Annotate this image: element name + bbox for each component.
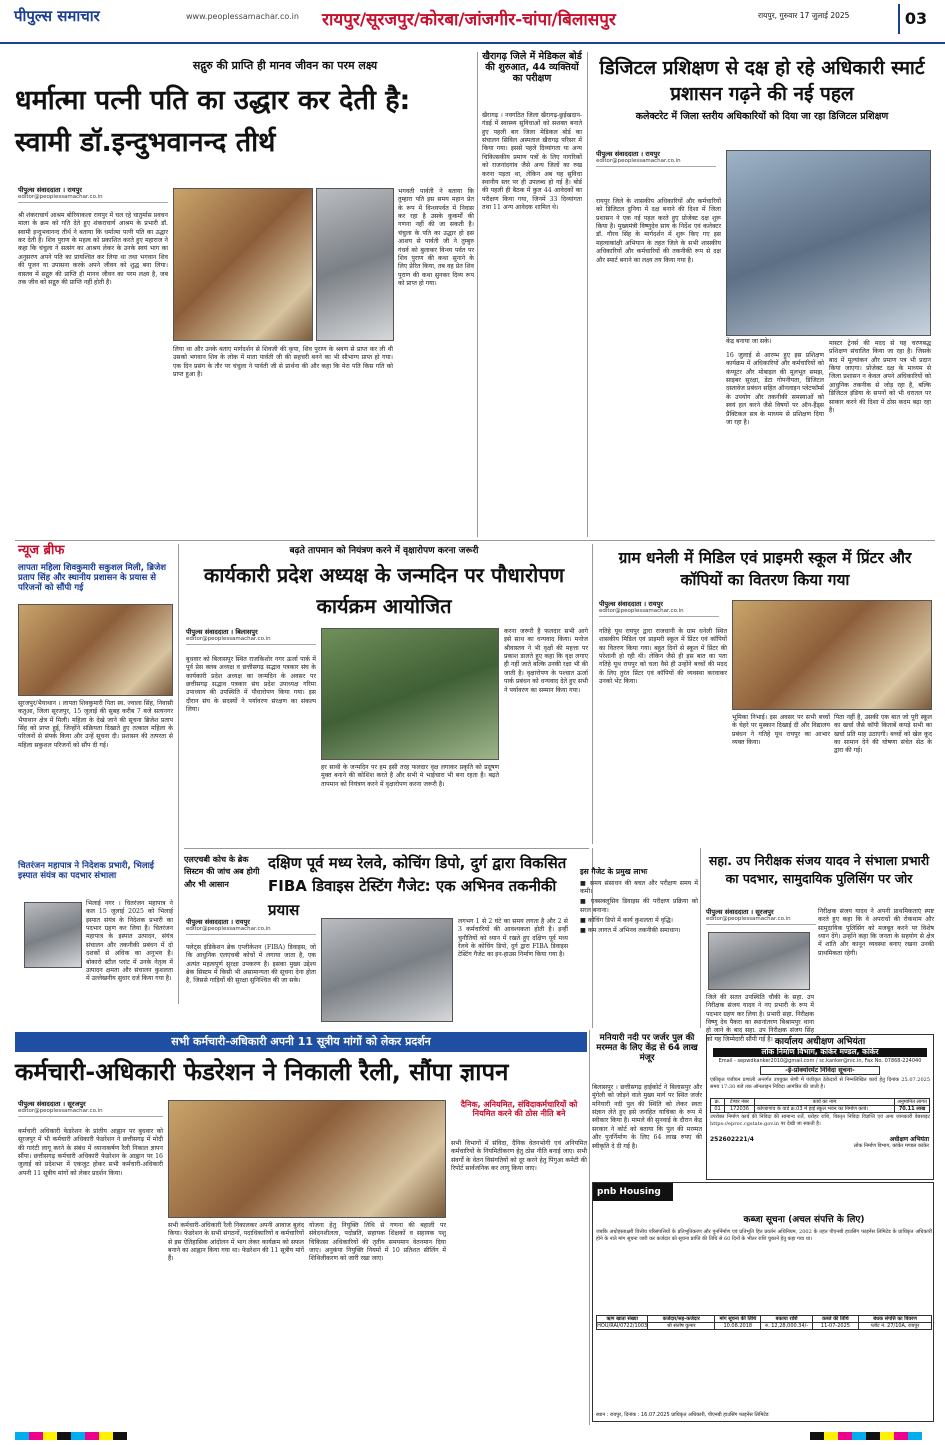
story5-text-col1: गतिहे यूथ रायपुर द्वारा राजधानी के ग्राम धनेली स्थित शासकीय मिडिल एवं प्राइमरी स्कूल में प्रिंटर एवं कॉपियों का वितरण किया गया। बहुत दिनों से स्कूल में प्रिंटर की परेशानी हो रही थी। लेकिन जैसे ही इस बात का पता गतिहे यूथ रायपुर को चला वैसे ही उन्होंने बच्चों की मदद के लिए तुरंत प्रिंटर एवं कॉपियों की व्यवस्था करवाकर उनको भेंट किया।	[599, 628, 727, 686]
story1-headline: धर्मात्मा पत्नी पति का उद्धार कर देती है: स्वामी डॉ.इन्दुभवानन्द तीर्थ	[15, 85, 411, 158]
tender-intro: एकीकृत पंजीयन प्रणाली अन्तर्गत उपयुक्त श्रेणी में पंजीकृत ठेकेदारों से निम्नलिखित कार्य हेतु दिनांक 25.07.2025 समय 17:30 बजे तक ऑनलाइन निविदा आमंत्रित की जाती है।	[710, 1077, 930, 1091]
story9-text-col1: कर्मचारी अधिकारी फेडरेशन के प्रांतीय आह्वान पर बुधवार को सूरजपुर में भी कर्मचारी अधिकारी फेडरेशन ने छत्तीसगढ़ में मोदी की गारंटी लागू करने के संबंध में ध्यानाकर्षण रैली निकाल ज्ञापन सौंपा। छत्तीसगढ़ कर्मचारी अधिकारी फेडरेशन के आह्वान पर 16 जुलाई को प्रदेशभर में एकजुट होकर सभी कर्मचारी-अधिकारी अपनी 11 सूत्रीय मांगों को लेकर प्रदर्शन किया।	[18, 1128, 163, 1177]
tender-row-tender: 172036	[725, 1106, 755, 1112]
tender-sign-dept: लोक निर्माण विभाग, कांकेर मण्डल कांकेर	[853, 1143, 929, 1150]
byline-email: editor@peoplessamachar.co.in	[18, 1108, 163, 1117]
brief1-headline: लापता महिला शिवकुमारी सकुशल मिली, ब्रिजेश प्रताप सिंह और स्थानीय प्रशासन के प्रयास से परिजनों को सौंपी गई	[18, 563, 167, 593]
pnb-footer: स्थान : रायपुर, दिनांक : 16.07.2025 प्राधिकृत अधिकारी, पीएनबी हाउसिंग फाइनेंस लिमिटेड	[596, 1412, 769, 1418]
story1-text-col2: लिया था और उनके बताए मार्गदर्शन से शिवजी की कृपा, शिव पुराण के श्रवण से प्राप्त कर ली थी उसको भगवान शिव के लोक में माता पार्वती जी की सहचरी बनने का भी सौभाग्य प्राप्त हो गया। एक दिन प्रसंग के तौर पर चंचुला ने पार्वती जी से प्रार्थना की और कहा कि मेरा पति किस गति को प्राप्त हुआ है।	[173, 346, 393, 379]
story3-text-col3: मास्टर ट्रेनर्स की मदद से यह चरणबद्ध प्रशिक्षण संचालित किया जा रहा है। जिसके बाद में मूल्यांकन और प्रमाण पत्र भी प्रदान किया जाएगा। प्रोजेक्ट दक्ष के माध्यम से जिला प्रशासन न केवल अपने अधिकारियों को आधुनिक तकनीक से जोड़ रहा है, बल्कि डिजिटल इंडिया के सपनों को भी धरातल पर साकार करने की दिशा में ठोस कदम बढ़ा रहा है।	[829, 340, 931, 414]
divider	[15, 540, 935, 541]
benefit-item: ■ एक्सक्लूसिव डिवाइस की परीक्षण प्रक्रिया को सरल बनाना।	[580, 898, 698, 914]
story9-text-col3: योजना हेतु नियुक्ति तिथि से गणना की बहाली पर संवेदनशीलता, पदोन्नति, सहायक शिक्षकों व सहायक पशु चिकित्सा अधिकारियों की तृतीय समयमान वेतनमान दिया जाए। अनुकंपा नियुक्ति नियमों में 10 प्रतिशत सीलिंग में शिथिलीकरण को जारी रखा जाए।	[309, 1222, 446, 1263]
tender-title: -ई-प्रोक्योरमेंट निविदा सूचना-	[760, 1066, 880, 1075]
story8-headline: मनियारी नदी पर जर्जर पुल की मरम्मत के लिए केंद्र से 64 लाख मंजूर	[596, 1033, 698, 1063]
color-registration-strip	[15, 1432, 135, 1440]
pnb-col: बंधक संपत्ति का विवरण	[859, 1316, 931, 1323]
story3-byline-block	[596, 150, 716, 170]
tender-row-work: कोण्डागांव के वार्ड क्र.03 में हाई स्कूल भवन का निर्माण कार्य।	[755, 1106, 895, 1112]
byline-email: editor@peoplessamachar.co.in	[186, 926, 316, 935]
story4-byline-block	[186, 628, 316, 648]
story1-byline: पीपुल्स संवाददाता । रायपुर	[18, 186, 82, 194]
masthead-cities: रायपुर/सूरजपुर/कोरबा/जांजगीर-चांपा/बिलासपुर	[322, 10, 616, 30]
tender-office: कार्यालय अधीक्षण अभियंता	[774, 1037, 866, 1047]
benefit-item: ■ कम लागत में अभिनव तकनीकी समाधान।	[580, 927, 681, 935]
tender-col-sno: क्र.	[711, 1099, 725, 1106]
brief1-text: सूरजपुर/भैयाथान । लापता शिवकुमारी पिता स्व. ज्वाला सिंह, निवासी कतुआ, जिला सूरजपुर, 15 जुलाई की सुबह करीब 7 बजे सत्यनगर भैयाथान क्षेत्र में मिली। महिला के देखे जाने की सूचना ब्रिजेश प्रताप सिंह को प्राप्त हुई, जिन्होंने संक्रियता दिखाते हुए तत्काल महिला के परिजनों से संपर्क किया और उन्हें सूचना दी। प्रशासन की तत्परता से महिला सकुशल परिजनों को सौंप दी गई।	[18, 700, 173, 749]
tender-row-sno: 01	[711, 1106, 725, 1112]
story5-headline: ग्राम धनेली में मिडिल एवं प्राइमरी स्कूल में प्रिंटर और कॉपियों का वितरण किया गया	[618, 549, 912, 589]
story3-caption: केंद्र बनाया जा सके।	[726, 338, 772, 345]
tender-col-work: कार्य का नाम	[755, 1099, 895, 1106]
benefit-item: ■ कोचिंग डिपो में कार्य कुशलता में वृद्धि।	[580, 917, 673, 925]
brief2-text: भिलाई नगर । चितरंजन महापात्र ने कल 15 जुलाई 2025 को भिलाई इस्पात संयंत्र के निदेशक प्रभारी का पदभार ग्रहण कर लिया है। चितरंजन महापात्र के इस्पात उत्पादन, संयंत्र संचालन और तकनीकी प्रबंधन में दो दशकों से अधिक का अनुभव है। बोकारो स्टील प्लांट में उनके नेतृत्व में उत्पादन क्षमता और संचालन कुशलता में उल्लेखनीय सुधार दर्ज किया गया है।	[86, 900, 173, 983]
story6-side-note: एलएचबी कोच के ब्रेक सिस्टम की जांच अब होगी और भी आसान	[184, 855, 260, 889]
brand-logo: पीपुल्स समाचार	[14, 7, 100, 25]
story3-byline: पीपुल्स संवाददाता । रायपुर	[596, 150, 660, 158]
story6-byline: पीपुल्स संवाददाता । रायपुर	[186, 918, 250, 926]
color-registration-strip	[810, 1432, 930, 1440]
story1-text-col3: भगवती पार्वती ने बताया कि तुम्हारा पति इस समय महान प्रेत के रूप में विन्ध्यपर्वत में निवास कर रहा है उसके कुकर्मों की गणना नहीं की जा सकती है। चंचुला के पति का उद्धार हो इस आशय से पार्वती जी ने तुम्बुरु गंधर्व को बुलाकर विन्ध्य पर्वत पर शिव पुराण की कथा सुनाने के लिए प्रेरित किया, तब वह प्रेत शिव पुराण की कथा सुनकर दिव्य रूप को प्राप्त हो गया।	[398, 188, 474, 287]
story5-text-col3: पिता नहीं है, उसकी एक बात जो पूरी स्कूल का खर्चा जैसे कॉपी किताबें कपड़े सभी का खर्चा प्रति माह उठाएगी। बच्चों को खेल कूद का सामान देने की घोषणा संचेत सेठ के द्वारा की गई।	[834, 714, 932, 755]
story3-subhead: कलेक्टरेट में जिला स्तरीय अधिकारियों को दिया जा रहा डिजिटल प्रशिक्षण	[635, 111, 889, 122]
tender-table	[710, 1098, 930, 1113]
dateline: रायपुर, गुरुवार 17 जुलाई 2025	[758, 11, 850, 20]
story9-text-col2: सभी कर्मचारी-अधिकारी रैली निकालकर अपनी आवाज बुलंद किया। फेडरेशन के सभी संगठनों, पदाधिकारियों व कर्मचारियों से इस ऐतिहासिक आंदोलन में भाग लेकर कार्यक्रम को सफल बनाने का आह्वान किया गया था। फेडरेशन की 11 सूत्रीय मांगें हैं।	[168, 1222, 304, 1263]
byline-email: editor@peoplessamachar.co.in	[596, 158, 716, 167]
tender-contact: Email - sepwdkanker2010@gmail.com / sc.kanker@nic.in, Fax No. 07868-224040	[718, 1057, 922, 1064]
pnb-col: ऋण खाता संख्या	[597, 1316, 648, 1323]
story3-text-col1: रायपुर जिले के शासकीय अधिकारियों और कर्मचारियों को डिजिटल दुनिया में दक्ष बनाने की दिशा में जिला प्रशासन ने एक नई पहल करते हुए प्रोजेक्ट दक्ष शुरू किया है। मुख्यमंत्री विष्णुदेव साय के निर्देश एवं कलेक्टर डॉ. गौरव सिंह के मार्गदर्शन में शुरू किए गए इस महत्वाकांक्षी अभियान के तहत जिले के सभी शासकीय अधिकारियों और कर्मचारियों की तकनीकी रूप से दक्ष और स्मार्ट बनाने का लक्ष्य तय किया गया है।	[596, 198, 721, 264]
story9-side-text: सभी विभागों में संविदा, दैनिक वेतनभोगी एवं अनियमित कर्मचारियों के नियमितीकरण हेतु ठोस नीति बनाई जाए। सभी संवर्गों के वेतन विसंगतियों को दूर करने हेतु पिंगुआ कमेटी की रिपोर्ट सार्वजनिक कर लागू किया जाए।	[451, 1140, 587, 1173]
byline-email: editor@peoplessamachar.co.in	[599, 608, 719, 617]
pnb-text: जबकि अधोहस्ताक्षरी वित्तीय परिसंपत्तियों के प्रतिभूतिकरण और पुनर्निर्माण एवं प्रतिभूति हित प्रवर्तन अधिनियम, 2002 के तहत पीएनबी हाउसिंग फाइनेंस लिमिटेड के प्राधिकृत अधिकारी होने के नाते मांग सूचना जारी कर कर्जदार को सूचना प्राप्ति की तिथि से 60 दिनों के भीतर राशि चुकाने हेतु कहा गया था।	[596, 1229, 932, 1242]
story4-headline: कार्यकारी प्रदेश अध्यक्ष के जन्मदिन पर पौधारोपण कार्यक्रम आयोजित	[203, 563, 565, 618]
masthead-url: www.peoplessamachar.co.in	[186, 12, 299, 21]
pnb-cell: रु. 12,28,000.34/-	[761, 1323, 812, 1329]
news-brief-label: न्यूज ब्रीफ	[18, 543, 65, 558]
story9-byline-block	[18, 1100, 163, 1120]
story1-kicker: सद्गुरु की प्राप्ति ही मानव जीवन का परम लक्ष्य	[192, 59, 378, 72]
divider	[589, 1030, 590, 1425]
pnb-table	[596, 1315, 932, 1330]
story1-photo-temple	[316, 188, 394, 341]
story2-text: खैरागढ़ । नवगठित जिला खैरागढ़-छुईखदान-गंडई में स्वास्थ्य सुविधाओं को सशक्त बनाते हुए पहली बार जिला मेडिकल बोर्ड का संचालन सिविल अस्पताल खैरागढ़ परिसर में किया गया। इससे पहले दिव्यांगता या अन्य चिकित्सकीय प्रमाण पत्रों के लिए नागरिकों को राजनांदगांव जैसे अन्य जिलों का रुख करना पड़ता था, लेकिन अब यह सुविधा स्थानीय स्तर पर ही उपलब्ध हो गई है। बोर्ड की पहली ही बैठक में कुल 44 आवेदकों का परीक्षण किया गया, जिनमें 33 दिव्यांगता तथा 11 अन्य आवेदक शामिल थे।	[482, 112, 582, 211]
story5-byline: पीपुल्स संवाददाता । रायपुर	[599, 600, 663, 608]
story6-photo-railway	[321, 918, 453, 1022]
story7-headline: सहा. उप निरीक्षक संजय यादव ने संभाला प्रभारी का पदभार, सामुदायिक पुलिसिंग पर जोर	[708, 853, 930, 887]
story7-byline-block	[706, 908, 816, 928]
masthead	[0, 0, 945, 44]
brief2-headline: चितरंजन महापात्र ने निदेशक प्रभारी, भिलाई इस्पात संयंत्र का पदभार संभाला	[18, 861, 154, 881]
story6-text-col2: लगभग 1 से 2 घंटे का समय लगता है और 2 से 3 कर्मचारियों की आवश्यकता होती है। इन्हीं चुनौतियों को ध्यान में रखते हुए दक्षिण पूर्व मध्य रेलवे के कोचिंग डिपो, दुर्ग द्वारा FIBA डिवाइस टेस्टिंग गैजेट का इन-हाउस निर्माण किया गया है।	[458, 918, 568, 959]
story1-byline-block	[18, 186, 168, 206]
divider	[700, 848, 701, 1028]
story6-benefits	[580, 868, 698, 1028]
story4-text-col1: बुधवार को बिलासपुर स्थित राजकिशोर नगर ऊर्जा पार्क में पूर्व प्रेस क्लब अध्यक्ष व छत्तीसगढ़ सद्भाव पत्रकार संघ के कार्यकारी प्रदेश अध्यक्ष का जन्मदिन के अवसर पर छत्तीसगढ़ सद्भाव पत्रकार संघ प्रदेश उपाध्यक्ष गरिमा उपाध्याय की उपस्थिति में पौधारोपण किया गया। इस दौरान संघ के सदस्यों ने पर्यावरण संरक्षण का संकल्प लिया।	[186, 656, 316, 714]
benefit-item: ■ समय संसाधन की बचत और परीक्षण समय में कमी।	[580, 879, 698, 895]
story7-photo-officer	[708, 932, 810, 990]
story3-text-col2: 16 जुलाई से आरम्भ हुए इस प्रशिक्षण कार्यक्रम में अधिकारियों और कर्मचारियों को कंप्यूटर और मोबाइल की मूलभूत समझ, साइबर सुरक्षा, डेटा गोपनीयता, डिजिटल दस्तावेज प्रबंधन सहित ऑनलाइन प्लेटफॉर्म्स के उपयोग और तकनीकी समस्याओं को स्वयं हल करने जैसे विषयों पर ऑन-हैंड्स प्रैक्टिकल सत्र के माध्यम से प्रशिक्षण दिया जा रहा है।	[726, 352, 824, 426]
pnb-cell: 10.08.2018	[715, 1323, 761, 1329]
banner-headline: कर्मचारी-अधिकारी फेडरेशन ने निकाली रैली, सौंपा ज्ञापन	[15, 1058, 509, 1086]
tender-note: उपरोक्त निर्माण कार्य की निविदा की सामान्य शर्तें, धरोहर राशि, विस्तृत निविदा विज्ञप्ति एवं अन्य जानकारी वेबसाइट https://eproc.cgstate.gov.in पर देखी जा सकती है।	[710, 1114, 930, 1128]
story4-byline: पीपुल्स संवाददाता । बिलासपुर	[186, 628, 258, 636]
story5-photo-school	[732, 600, 932, 710]
story5-text-col2: भूमिका निभाई। इस अवसर पर सभी बच्चों के चेहरे पर मुस्कान दिखाई दी और विद्यालय प्रबंधन ने गतिहे यूथ रायपुर का आभार व्यक्त किया।	[732, 714, 830, 747]
divider	[477, 52, 478, 537]
story7-text-col1: जिले की सतत उपस्थिति चौकी के सहा. उप निरीक्षक संजय यादव ने नए प्रभारी के रूप में पदभार ग्रहण कर लिया है। प्रभारी सहा. निरीक्षक विष्णु देव पैकरा का स्थानांतरण बिश्रामपुर थाना हो जाने के बाद सहा. उप निरीक्षक संजय सिंह को यह जिम्मेदारी सौंपी गई है।	[706, 994, 814, 1043]
divider	[178, 544, 179, 1004]
story4-photo-plantation	[321, 628, 499, 760]
divider	[592, 544, 593, 844]
story9-photo-rally	[168, 1100, 446, 1218]
pnb-logo: pnb Housing	[593, 1183, 673, 1201]
pnb-cell: श्री संतोष कुमार	[648, 1323, 715, 1329]
tender-row-cost: 70.11 लाख	[898, 1106, 926, 1113]
pnb-col: कर्जदार/सह-कर्जदार	[648, 1316, 715, 1323]
tender-col-cost: अनुमानित लागत	[895, 1099, 929, 1106]
pnb-col: मांग सूचना की तिथि	[715, 1316, 761, 1323]
pnb-cell: HOU/RAI/0722/1003	[597, 1323, 648, 1329]
pnb-notice	[592, 1182, 934, 1422]
story9-byline: पीपुल्स संवाददाता । सूरजपुर	[18, 1100, 86, 1108]
byline-email: editor@peoplessamachar.co.in	[186, 636, 316, 645]
tender-sign: अधीक्षण अभियंता	[889, 1136, 929, 1144]
story2-headline: खैरागढ़ जिले में मेडिकल बोर्ड की शुरुआत, 44 व्यक्तियों का परीक्षण	[482, 51, 582, 84]
story4-kicker: बढ़ते तापमान को नियंत्रण करने में वृक्षारोपण करना जरूरी	[289, 546, 479, 556]
story6-text-col1: फ्लेट्स इंडिकेशन ब्रेक एप्लीकेशन (FIBA) डिवाइस, जो कि आधुनिक एलएचबी कोचों में लगाया जाता है, एक अत्यंत महत्वपूर्ण सुरक्षा उपकरण है। इसका मुख्य उद्देश्य ब्रेक सिस्टम में किसी भी असामान्यता की सूचना देना होता है, जिससे गाड़ियों की सुरक्षा सुनिश्चित की जा सके।	[186, 944, 316, 985]
story7-byline: पीपुल्स संवाददाता । सूरजपुर	[706, 908, 774, 916]
story1-text-col1: श्री शंकराचार्य आश्रम बोरियाकला रायपुर में चल रहे चातुर्मास प्रवचन माला के क्रम को गति देते हुए शंकराचार्य आश्रम के प्रभारी डॉ. स्वामी इन्दुभवानन्द तीर्थ ने बताया कि धर्मात्मा पत्नी पति का उद्धार कर देती है। शिव पुराण के महत्व को प्रकाशित करते हुए महाराज ने कहा कि चंचुला ने सत्संग का आश्रय लेकर के उनके स्वयं भाग का अनुसरण अपने पति का प्रायश्चित कर लिया था तथा भगवान शिव की पूजन या उपासना करके अपने जीवन को शुद्ध बना लिया। वास्तव में सद्गुरु की प्राप्ति ही मानव जीवन का परम लक्ष्य है, जब तक जीव को सद्गुरु की प्राप्ति नहीं होती है।	[18, 212, 168, 286]
pnb-cell: 11-07-2025	[813, 1323, 859, 1329]
story9-side-headline: दैनिक, अनियमित, संविदाकर्मचारियों को नियमित करने की ठोस नीति बने	[460, 1100, 578, 1119]
byline-email: editor@peoplessamachar.co.in	[706, 916, 816, 925]
pnb-cell: प्लॉट नं. 27/10A, रायपुर	[870, 1323, 920, 1329]
story7-text-col2: निरीक्षक संजय यादव ने अपनी प्राथमिकताएं स्पष्ट करते हुए कहा कि वे अपराधों की रोकथाम और सामुदायिक पुलिसिंग को मजबूत करने पर विशेष ध्यान देंगे। उन्होंने कहा कि जनता के सहयोग से क्षेत्र में शांति और कानून व्यवस्था बनाए रखना उनकी प्राथमिकता रहेगी।	[818, 908, 934, 957]
tender-notice	[706, 1034, 934, 1180]
pnb-col: बकाया राशि	[761, 1316, 812, 1323]
story1-photo-swami	[173, 188, 313, 341]
story6-headline: दक्षिण पूर्व मध्य रेलवे, कोचिंग डिपो, दुर्ग द्वारा विकसित FIBA डिवाइस टेस्टिंग गैजेट: एक अभिनव तकनीकी प्रयास	[268, 854, 567, 919]
story4-text-col3: करना जरूरी है फलदार सभी आगे इसे साथ का धन्यवाद किया। मनोज श्रीवास्तव ने भी वृक्षों की महत्ता पर प्रकाश डालते हुए कहा कि वृक्ष लगाए ही नहीं जाते बल्कि उनकी रक्षा भी की जाती है। वृक्षारोपण के पश्चात ऊर्जा पार्क प्रबंधन को धन्यवाद देते हुए सभी ने पर्यावरण का सम्मान किया गया।	[504, 628, 588, 694]
story3-headline: डिजिटल प्रशिक्षण से दक्ष हो रहे अधिकारी स्मार्ट प्रशासन गढ़ने की नई पहल	[599, 57, 925, 105]
story4-text-col2: हर साथी के जन्मदिन पर हम इसी तरह फलदार वृक्ष लगाकर प्रकृति को प्रदूषण मुक्त बनाने की कोशिश करते है और सभी मे भाईचारा भी बना रहता है। बढ़ते तापमान को नियंत्रण करने में वृक्षारोपण करना जरूरी है।	[321, 764, 499, 788]
tender-dept: लोक निर्माण विभाग, कांकेर मण्डल, कांकेर	[713, 1048, 927, 1057]
brief1-photo	[18, 604, 173, 696]
tender-code: 252602221/4	[710, 1136, 754, 1144]
page-number: 03	[898, 4, 932, 34]
divider	[587, 52, 588, 537]
byline-email: editor@peoplessamachar.co.in	[18, 194, 168, 203]
story3-photo-training	[726, 150, 931, 336]
pnb-title: कब्जा सूचना (अचल संपत्ति के लिए)	[743, 1215, 865, 1225]
pnb-col: कब्जे की तिथि	[813, 1316, 859, 1323]
story5-byline-block	[599, 600, 719, 620]
banner-kicker: सभी कर्मचारी-अधिकारी अपनी 11 सूत्रीय मांगों को लेकर प्रदर्शन	[15, 1032, 587, 1052]
story8-text: बिलासपुर । छत्तीसगढ़ हाईकोर्ट ने बिलासपुर और मुंगेली को जोड़ने वाले मुख्य मार्ग पर स्थित जर्जर मनियारी नदी पुल की स्थिति को लेकर स्वतः संज्ञान लेते हुए इसे जनहित याचिका के रूप में स्वीकार किया है। मामले की सुनवाई के दौरान केंद्र सरकार ने कोर्ट को बताया कि पुल की मरम्मत और पुनर्निर्माण के लिए 64 लाख रुपए की स्वीकृति दे दी गई है।	[592, 1084, 702, 1150]
divider	[184, 848, 589, 849]
story6-byline-block	[186, 918, 316, 938]
benefits-title: इस गैजेट के प्रमुख लाभः	[580, 867, 648, 876]
tender-col-tender: टेण्डर नंबर	[725, 1099, 755, 1106]
